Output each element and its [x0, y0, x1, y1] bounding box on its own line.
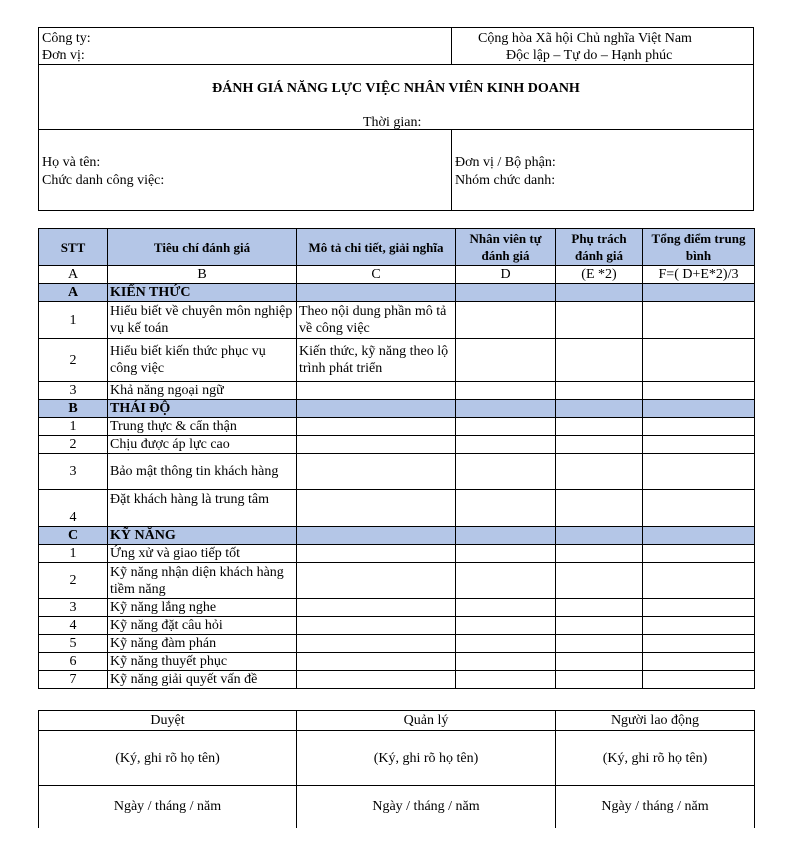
row-number: 3 — [39, 454, 108, 490]
col-label: D — [456, 266, 556, 284]
department-label: Đơn vị / Bộ phận: — [455, 155, 556, 170]
section-code: B — [39, 400, 108, 418]
average-cell[interactable] — [643, 454, 755, 490]
company-label: Công ty: — [42, 31, 91, 46]
description-cell — [297, 382, 456, 400]
row-number: 4 — [39, 490, 108, 527]
description-cell — [297, 671, 456, 689]
table-row — [39, 671, 755, 689]
col-label: A — [39, 266, 108, 284]
row-number: 4 — [39, 617, 108, 635]
average-cell[interactable] — [643, 302, 755, 339]
description-cell — [297, 635, 456, 653]
job-title-label: Chức danh công việc: — [42, 173, 165, 188]
section-code: A — [39, 284, 108, 302]
signature-field[interactable]: (Ký, ghi rõ họ tên) — [297, 731, 556, 786]
average-cell[interactable] — [643, 563, 755, 599]
table-header-row — [39, 229, 755, 266]
self-eval-cell[interactable] — [456, 545, 556, 563]
manager-eval-cell[interactable] — [556, 671, 643, 689]
date-field[interactable]: Ngày / tháng / năm — [39, 786, 297, 828]
self-eval-cell[interactable] — [456, 339, 556, 382]
col-header-stt: STT — [39, 229, 108, 266]
description-cell: Kiến thức, kỹ năng theo lộ trình phát triển — [297, 339, 456, 382]
criterion-cell: Bảo mật thông tin khách hàng — [108, 454, 297, 490]
description-cell — [297, 617, 456, 635]
self-eval-cell[interactable] — [456, 617, 556, 635]
table-row — [39, 490, 755, 527]
signature-table — [38, 710, 755, 828]
average-cell[interactable] — [643, 653, 755, 671]
row-number: 1 — [39, 302, 108, 339]
section-code: C — [39, 527, 108, 545]
manager-eval-cell[interactable] — [556, 418, 643, 436]
col-header-description: Mô tả chi tiết, giải nghĩa — [297, 229, 456, 266]
col-header-manager-eval: Phụ trách đánh giá — [556, 229, 643, 266]
average-cell[interactable] — [643, 436, 755, 454]
manager-eval-cell[interactable] — [556, 490, 643, 527]
table-row — [39, 653, 755, 671]
col-header-average: Tổng điểm trung bình — [643, 229, 755, 266]
col-label: F=( D+E*2)/3 — [643, 266, 755, 284]
section-title: KIẾN THỨC — [108, 284, 297, 302]
criterion-cell: Hiểu biết kiến thức phục vụ công việc — [108, 339, 297, 382]
table-row — [39, 454, 755, 490]
signature-field[interactable]: (Ký, ghi rõ họ tên) — [556, 731, 755, 786]
date-field[interactable]: Ngày / tháng / năm — [556, 786, 755, 828]
description-cell — [297, 454, 456, 490]
col-label: B — [108, 266, 297, 284]
average-cell[interactable] — [643, 599, 755, 617]
description-cell: Theo nội dung phần mô tả về công việc — [297, 302, 456, 339]
date-row — [39, 786, 755, 828]
date-field[interactable]: Ngày / tháng / năm — [297, 786, 556, 828]
table-row — [39, 599, 755, 617]
criterion-cell: Kỹ năng đặt câu hỏi — [108, 617, 297, 635]
manager-eval-cell[interactable] — [556, 653, 643, 671]
self-eval-cell[interactable] — [456, 635, 556, 653]
description-cell — [297, 418, 456, 436]
criterion-cell: Kỹ năng đàm phán — [108, 635, 297, 653]
criterion-cell: Khả năng ngoại ngữ — [108, 382, 297, 400]
unit-label: Đơn vị: — [42, 48, 85, 63]
manager-eval-cell[interactable] — [556, 545, 643, 563]
average-cell[interactable] — [643, 671, 755, 689]
national-slogan: Độc lập – Tự do – Hạnh phúc — [506, 48, 673, 63]
table-row — [39, 563, 755, 599]
section-row-knowledge — [39, 284, 755, 302]
average-cell[interactable] — [643, 617, 755, 635]
form-title: ĐÁNH GIÁ NĂNG LỰC VIỆC NHÂN VIÊN KINH DOANH — [212, 81, 580, 96]
section-row-attitude — [39, 400, 755, 418]
evaluation-table — [38, 228, 755, 689]
signature-row — [39, 731, 755, 786]
period-label: Thời gian: — [363, 115, 422, 130]
row-number: 2 — [39, 339, 108, 382]
average-cell[interactable] — [643, 382, 755, 400]
average-cell[interactable] — [643, 418, 755, 436]
manager-eval-cell[interactable] — [556, 339, 643, 382]
row-number: 1 — [39, 418, 108, 436]
section-row-skills — [39, 527, 755, 545]
row-number: 1 — [39, 545, 108, 563]
criterion-cell: Kỹ năng giải quyết vấn đề — [108, 671, 297, 689]
description-cell — [297, 436, 456, 454]
self-eval-cell[interactable] — [456, 563, 556, 599]
description-cell — [297, 545, 456, 563]
description-cell — [297, 599, 456, 617]
description-cell — [297, 563, 456, 599]
criterion-cell: Hiểu biết về chuyên môn nghiệp vụ kế toán — [108, 302, 297, 339]
description-cell — [297, 653, 456, 671]
table-row — [39, 545, 755, 563]
manager-eval-cell[interactable] — [556, 599, 643, 617]
self-eval-cell[interactable] — [456, 302, 556, 339]
manager-eval-cell[interactable] — [556, 635, 643, 653]
criterion-cell: Trung thực & cẩn thận — [108, 418, 297, 436]
average-cell[interactable] — [643, 545, 755, 563]
criterion-cell: Kỹ năng nhận diện khách hàng tiềm năng — [108, 563, 297, 599]
self-eval-cell[interactable] — [456, 418, 556, 436]
average-cell[interactable] — [643, 339, 755, 382]
manager-eval-cell[interactable] — [556, 617, 643, 635]
manager-eval-cell[interactable] — [556, 302, 643, 339]
self-eval-cell[interactable] — [456, 382, 556, 400]
table-row — [39, 635, 755, 653]
approver-label: Duyệt — [39, 711, 297, 731]
criterion-cell: Chịu được áp lực cao — [108, 436, 297, 454]
criterion-cell: Ứng xử và giao tiếp tốt — [108, 545, 297, 563]
national-motto: Cộng hòa Xã hội Chủ nghĩa Việt Nam — [478, 31, 692, 46]
criterion-cell: Kỹ năng thuyết phục — [108, 653, 297, 671]
self-eval-cell[interactable] — [456, 671, 556, 689]
criterion-cell: Kỹ năng lắng nghe — [108, 599, 297, 617]
column-label-row — [39, 266, 755, 284]
employee-label: Người lao động — [556, 711, 755, 731]
manager-eval-cell[interactable] — [556, 454, 643, 490]
name-label: Họ và tên: — [42, 155, 101, 170]
table-row — [39, 617, 755, 635]
table-row — [39, 302, 755, 339]
section-title: THÁI ĐỘ — [108, 400, 297, 418]
col-header-self-eval: Nhân viên tự đánh giá — [456, 229, 556, 266]
table-row — [39, 382, 755, 400]
description-cell — [297, 490, 456, 527]
criterion-cell: Đặt khách hàng là trung tâm — [108, 490, 297, 527]
self-eval-cell[interactable] — [456, 490, 556, 527]
row-number: 5 — [39, 635, 108, 653]
row-number: 3 — [39, 382, 108, 400]
manager-label: Quản lý — [297, 711, 556, 731]
row-number: 7 — [39, 671, 108, 689]
col-label: (E *2) — [556, 266, 643, 284]
row-number: 2 — [39, 563, 108, 599]
signature-field[interactable]: (Ký, ghi rõ họ tên) — [39, 731, 297, 786]
row-number: 2 — [39, 436, 108, 454]
self-eval-cell[interactable] — [456, 454, 556, 490]
col-label: C — [297, 266, 456, 284]
self-eval-cell[interactable] — [456, 599, 556, 617]
manager-eval-cell[interactable] — [556, 382, 643, 400]
signature-role-row — [39, 711, 755, 731]
self-eval-cell[interactable] — [456, 653, 556, 671]
average-cell[interactable] — [643, 635, 755, 653]
average-cell[interactable] — [643, 490, 755, 527]
table-row — [39, 418, 755, 436]
table-row — [39, 436, 755, 454]
table-row — [39, 339, 755, 382]
row-number: 6 — [39, 653, 108, 671]
job-group-label: Nhóm chức danh: — [455, 173, 556, 188]
col-header-criterion: Tiêu chí đánh giá — [108, 229, 297, 266]
self-eval-cell[interactable] — [456, 436, 556, 454]
manager-eval-cell[interactable] — [556, 563, 643, 599]
section-title: KỸ NĂNG — [108, 527, 297, 545]
row-number: 3 — [39, 599, 108, 617]
manager-eval-cell[interactable] — [556, 436, 643, 454]
